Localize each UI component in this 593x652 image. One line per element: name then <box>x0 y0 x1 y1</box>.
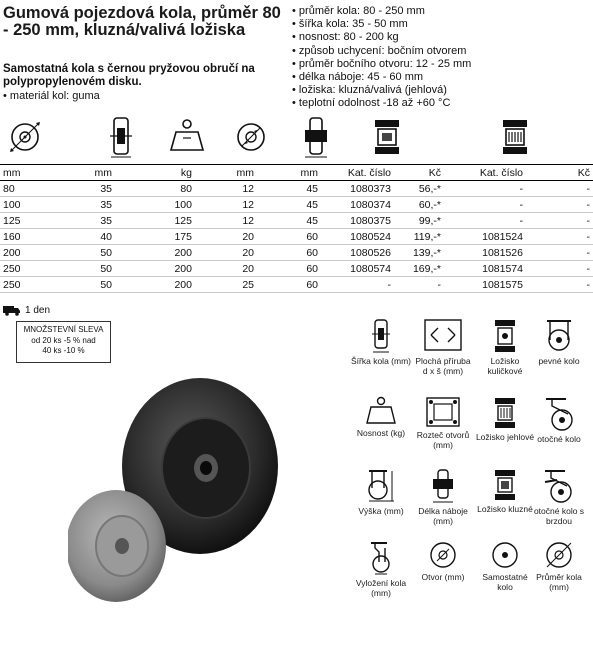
catalog-number: 1081524 <box>444 229 526 245</box>
cell: 25 <box>195 277 257 293</box>
catalog-number: 1081575 <box>444 277 526 293</box>
cell: 45 <box>257 197 321 213</box>
cell: 20 <box>195 245 257 261</box>
cell: 12 <box>195 181 257 197</box>
wheel-diameter-icon <box>8 120 42 154</box>
price: 56,-* <box>394 181 444 197</box>
product-description: Samostatná kola s černou pryžovou obručí na polypropylenovém disku. <box>3 63 255 88</box>
col-catalog-plain: Kat. číslo <box>321 165 394 181</box>
spec-item: • nosnost: 80 - 200 kg <box>292 31 471 44</box>
cell: 60 <box>257 229 321 245</box>
col-diameter: mm <box>0 165 60 181</box>
cell: 60 <box>257 277 321 293</box>
catalog-number: 1081526 <box>444 245 526 261</box>
cell: 20 <box>195 229 257 245</box>
cell: 60 <box>257 245 321 261</box>
bore-icon <box>428 540 458 570</box>
ball-bearing-icon <box>493 318 517 354</box>
cell: 200 <box>115 245 195 261</box>
fixed-castor-icon <box>544 318 574 354</box>
price: - <box>526 181 593 197</box>
price: - <box>526 213 593 229</box>
catalog-number: 1080574 <box>321 261 394 277</box>
cell: 125 <box>115 213 195 229</box>
spec-item: • průměr bočního otvoru: 12 - 25 mm <box>292 58 471 71</box>
col-width: mm <box>60 165 115 181</box>
legend-item: Ložisko kluzné <box>474 468 536 514</box>
cell: 125 <box>0 213 60 229</box>
bore-icon <box>234 120 268 154</box>
offset-icon <box>365 540 397 576</box>
catalog-number: 1080375 <box>321 213 394 229</box>
legend-item: Plochá příruba d x š (mm) <box>412 318 474 376</box>
hub-length-icon <box>430 468 456 504</box>
hole-spacing-icon <box>425 396 461 428</box>
cell: 35 <box>60 213 115 229</box>
legend-item: Délka náboje (mm) <box>412 468 474 526</box>
catalog-number: - <box>321 277 394 293</box>
product-table <box>0 164 593 293</box>
price: - <box>394 277 444 293</box>
cell: 250 <box>0 261 60 277</box>
cell: 50 <box>60 261 115 277</box>
spec-item: • ložiska: kluzná/valivá (jehlová) <box>292 84 471 97</box>
needle-bearing-icon <box>493 396 517 430</box>
price: 139,-* <box>394 245 444 261</box>
hub-length-icon <box>302 116 330 160</box>
table-row <box>0 261 593 277</box>
col-price-plain: Kč <box>394 165 444 181</box>
delivery-label: 1 den <box>25 305 51 316</box>
cell: 12 <box>195 197 257 213</box>
legend-item: Samostatné kolo <box>474 540 536 592</box>
legend-item: Ložisko jehlové <box>474 396 536 442</box>
table-header <box>0 165 593 181</box>
discount-line: od 20 ks -5 % nad <box>31 336 96 345</box>
col-catalog-needle: Kat. číslo <box>444 165 526 181</box>
legend-item: Výška (mm) <box>350 468 412 516</box>
column-icon-row <box>0 112 593 164</box>
cell: 12 <box>195 213 257 229</box>
catalog-number: 1080524 <box>321 229 394 245</box>
legend-item: otočné kolo s brzdou <box>528 468 590 526</box>
cell: 100 <box>0 197 60 213</box>
col-price-needle: Kč <box>526 165 593 181</box>
catalog-number: 1080373 <box>321 181 394 197</box>
col-hub: mm <box>257 165 321 181</box>
swivel-brake-castor-icon <box>541 468 577 504</box>
catalog-number: - <box>444 197 526 213</box>
table-row <box>0 181 593 197</box>
single-wheel-icon <box>490 540 520 570</box>
discount-heading: MNOŽSTEVNÍ SLEVA <box>23 325 104 334</box>
cell: 175 <box>115 229 195 245</box>
plain-bearing-icon <box>493 468 517 502</box>
product-photo <box>68 378 278 628</box>
cell: 200 <box>115 277 195 293</box>
material-note: • materiál kol: guma <box>3 90 100 102</box>
cell: 200 <box>0 245 60 261</box>
delivery-info <box>3 305 50 316</box>
truck-icon <box>3 305 21 316</box>
page-title: Gumová pojezdová kola, průměr 80 - 250 mm, kluzná/valivá ložiska <box>3 4 281 39</box>
price: - <box>526 197 593 213</box>
catalog-number: 1081574 <box>444 261 526 277</box>
legend-item: Rozteč otvorů (mm) <box>412 396 474 450</box>
price: - <box>526 245 593 261</box>
spec-item: • šířka kola: 35 - 50 mm <box>292 18 471 31</box>
wheel-width-icon <box>370 318 392 354</box>
cell: 20 <box>195 261 257 277</box>
price: - <box>526 277 593 293</box>
legend-item: Vyložení kola (mm) <box>350 540 412 598</box>
load-capacity-icon <box>168 118 206 154</box>
cell: 100 <box>115 197 195 213</box>
cell: 80 <box>115 181 195 197</box>
table-row <box>0 197 593 213</box>
catalog-number: 1080526 <box>321 245 394 261</box>
catalog-number: - <box>444 213 526 229</box>
cell: 80 <box>0 181 60 197</box>
legend-item: otočné kolo <box>528 396 590 444</box>
table-row <box>0 245 593 261</box>
quantity-discount-box <box>16 321 111 363</box>
price: 169,-* <box>394 261 444 277</box>
spec-item: • způsob uchycení: bočním otvorem <box>292 45 471 58</box>
cell: 50 <box>60 245 115 261</box>
flat-plate-icon <box>423 318 463 354</box>
spec-item: • teplotní odolnost -18 až +60 °C <box>292 97 471 110</box>
legend-item: Otvor (mm) <box>412 540 474 582</box>
price: 60,-* <box>394 197 444 213</box>
cell: 250 <box>0 277 60 293</box>
wheel-diameter-icon <box>544 540 574 570</box>
wheel-width-icon <box>108 116 134 160</box>
table-row <box>0 213 593 229</box>
legend-item: Nosnost (kg) <box>350 396 412 438</box>
icon-legend <box>350 318 590 618</box>
cell: 40 <box>60 229 115 245</box>
cell: 50 <box>60 277 115 293</box>
price: 99,-* <box>394 213 444 229</box>
legend-item: Ložisko kuličkové <box>474 318 536 376</box>
load-capacity-icon <box>364 396 398 426</box>
legend-item: Šířka kola (mm) <box>350 318 412 366</box>
cell: 35 <box>60 197 115 213</box>
spec-item: • délka náboje: 45 - 60 mm <box>292 71 471 84</box>
legend-item: Průměr kola (mm) <box>528 540 590 592</box>
table-row <box>0 229 593 245</box>
spec-item: • průměr kola: 80 - 250 mm <box>292 5 471 18</box>
plain-bearing-icon <box>372 118 402 156</box>
cell: 35 <box>60 181 115 197</box>
col-bore: mm <box>195 165 257 181</box>
cell: 160 <box>0 229 60 245</box>
spec-list <box>292 5 471 111</box>
discount-line: 40 ks -10 % <box>42 346 85 355</box>
cell: 45 <box>257 213 321 229</box>
table-row <box>0 277 593 293</box>
cell: 200 <box>115 261 195 277</box>
col-load: kg <box>115 165 195 181</box>
needle-bearing-icon <box>500 118 530 156</box>
height-icon <box>366 468 396 504</box>
cell: 60 <box>257 261 321 277</box>
price: 119,-* <box>394 229 444 245</box>
price: - <box>526 229 593 245</box>
cell: 45 <box>257 181 321 197</box>
swivel-castor-icon <box>542 396 576 432</box>
legend-item: pevné kolo <box>528 318 590 366</box>
price: - <box>526 261 593 277</box>
catalog-number: - <box>444 181 526 197</box>
catalog-number: 1080374 <box>321 197 394 213</box>
